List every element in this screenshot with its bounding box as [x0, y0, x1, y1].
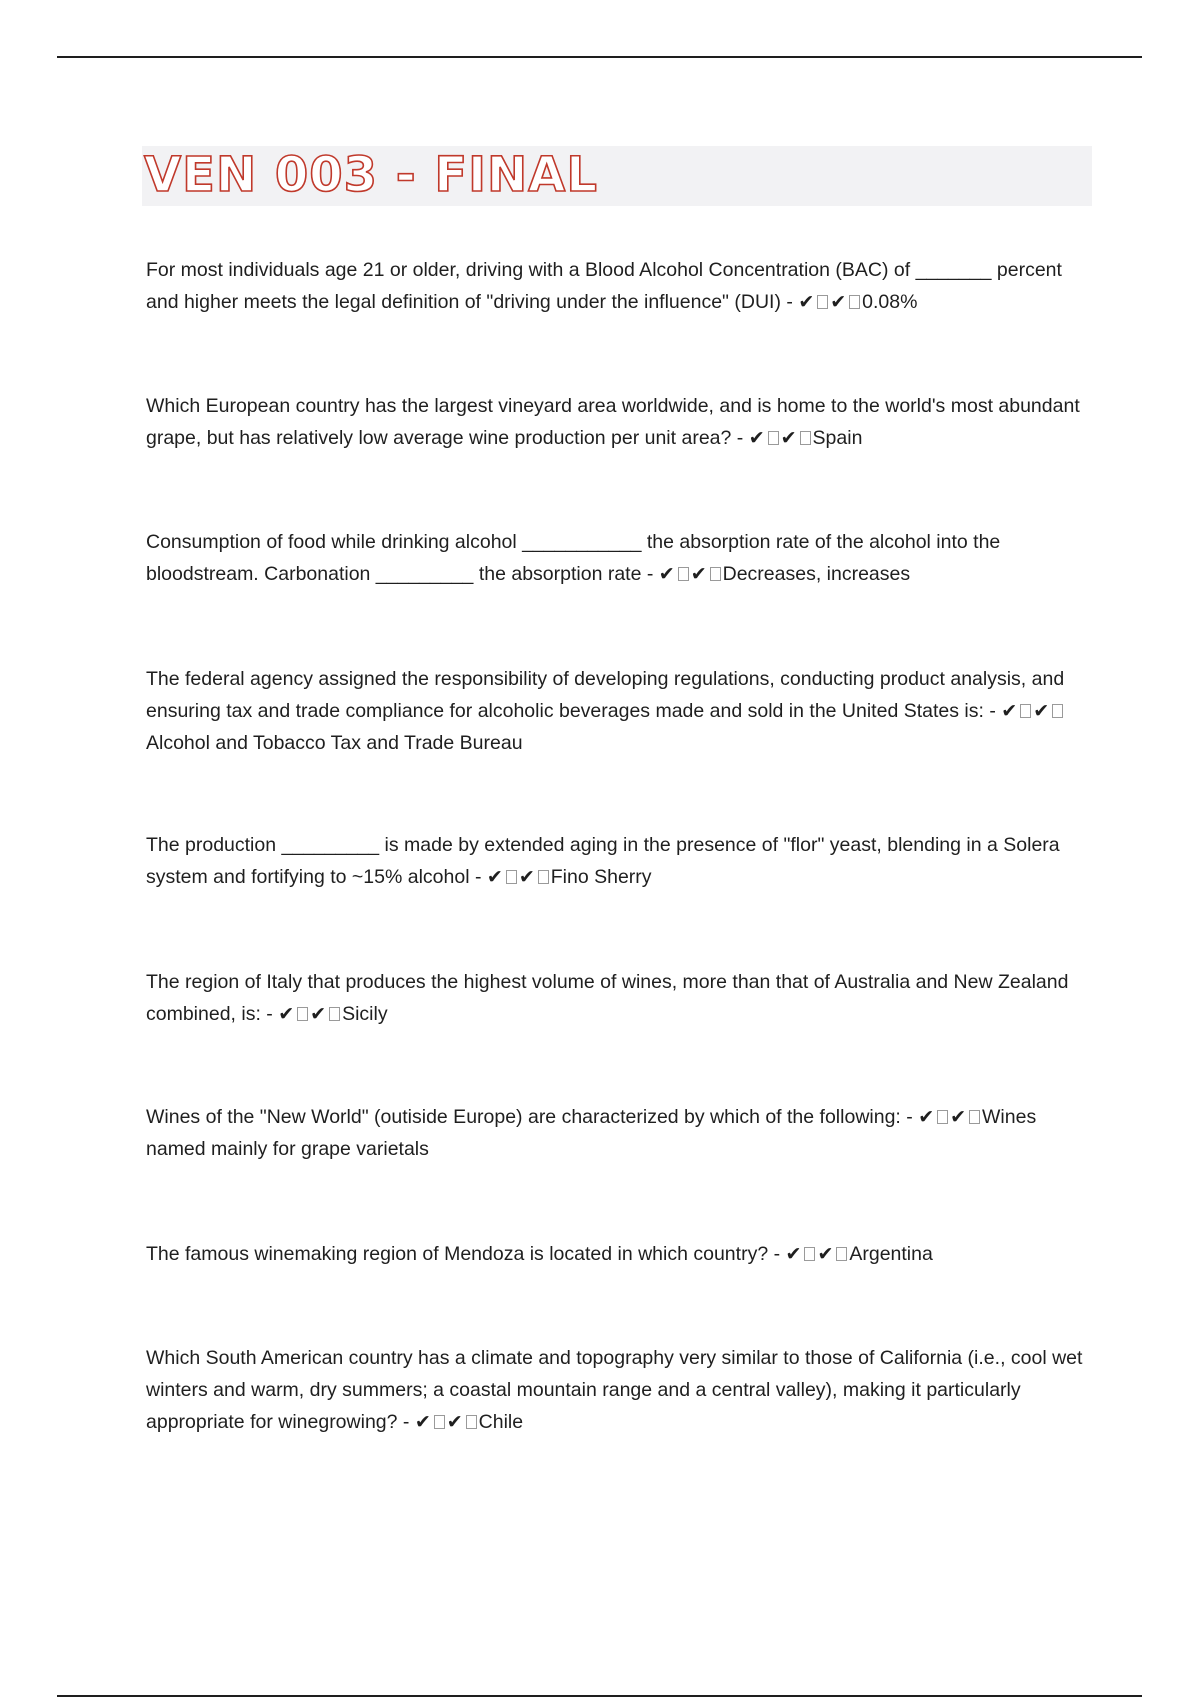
separator: - — [641, 563, 659, 585]
separator: - — [983, 700, 1002, 722]
answer-text: Fino Sherry — [550, 866, 652, 888]
check-icon: ✔ — [278, 1003, 295, 1025]
question-text: The production _________ is made by extended aging in the presence of "flor" yeast, blending in a Solera system and fortifying to ~15% alcohol — [146, 834, 1060, 888]
box-icon — [434, 1415, 445, 1429]
check-icon: ✔ — [518, 866, 535, 888]
check-icon: ✔ — [950, 1106, 967, 1128]
box-icon — [836, 1247, 847, 1261]
answer-text: Argentina — [849, 1243, 933, 1265]
check-icon: ✔ — [748, 427, 765, 449]
check-icon: ✔ — [830, 291, 847, 313]
qa-item-2 — [146, 390, 1096, 454]
box-icon — [800, 431, 811, 445]
separator: - — [731, 427, 749, 449]
box-icon — [804, 1247, 815, 1261]
separator: - — [780, 291, 799, 313]
question-text: Which European country has the largest vineyard area worldwide, and is home to the world's most abundant grape, but has relatively low average wine production per unit area? — [146, 395, 1080, 449]
qa-item-4 — [146, 663, 1096, 759]
qa-item-3 — [146, 526, 1096, 590]
answer-text: Spain — [812, 427, 863, 449]
answer-text: Wines named mainly for grape varietals — [146, 1106, 1037, 1160]
check-icon: ✔ — [785, 1243, 802, 1265]
qa-item-7 — [146, 1101, 1096, 1165]
check-icon: ✔ — [780, 427, 797, 449]
box-icon — [710, 567, 721, 581]
box-icon — [538, 870, 549, 884]
answer-text: Alcohol and Tobacco Tax and Trade Bureau — [146, 732, 523, 754]
box-icon — [678, 567, 689, 581]
qa-item-6 — [146, 966, 1096, 1030]
check-icon: ✔ — [310, 1003, 327, 1025]
separator: - — [397, 1411, 415, 1433]
box-icon — [768, 431, 779, 445]
question-text: For most individuals age 21 or older, driving with a Blood Alcohol Concentration (BAC) of _______ percent and higher meets the legal definition of "driving under the influence" (DUI) — [146, 259, 1062, 313]
box-icon — [937, 1110, 948, 1124]
separator: - — [900, 1106, 919, 1128]
box-icon — [1052, 704, 1063, 718]
qa-item-8 — [146, 1238, 1096, 1270]
question-text: The famous winemaking region of Mendoza is located in which country? — [146, 1243, 769, 1265]
separator: - — [260, 1003, 279, 1025]
answer-text: 0.08% — [862, 291, 918, 313]
document-title: VEN 003 - FINAL — [144, 147, 598, 203]
box-icon — [1020, 704, 1031, 718]
question-text: Consumption of food while drinking alcohol ___________ the absorption rate of the alcohol into the bloodstream. Carbonation _________ the absorption rate — [146, 531, 1001, 585]
bottom-rule — [57, 1695, 1142, 1697]
answer-text: Chile — [478, 1411, 524, 1433]
qa-item-5 — [146, 829, 1096, 893]
box-icon — [506, 870, 517, 884]
check-icon: ✔ — [414, 1411, 431, 1433]
check-icon: ✔ — [658, 563, 675, 585]
box-icon — [817, 295, 828, 309]
check-icon: ✔ — [918, 1106, 935, 1128]
question-text: The region of Italy that produces the highest volume of wines, more than that of Australia and New Zealand combined, is: — [146, 971, 1069, 1025]
qa-item-1 — [146, 254, 1096, 318]
answer-text: Decreases, increases — [722, 563, 911, 585]
separator: - — [469, 866, 487, 888]
check-icon: ✔ — [1001, 700, 1018, 722]
box-icon — [466, 1415, 477, 1429]
box-icon — [969, 1110, 980, 1124]
check-icon: ✔ — [690, 563, 707, 585]
check-icon: ✔ — [817, 1243, 834, 1265]
separator: - — [768, 1243, 786, 1265]
answer-text: Sicily — [342, 1003, 388, 1025]
box-icon — [329, 1007, 340, 1021]
check-icon: ✔ — [446, 1411, 463, 1433]
question-text: Which South American country has a climate and topography very similar to those of California (i.e., cool wet winters and warm, dry summers; a coastal mountain range and a central valley), making it particularly appropriate for winegrowing? — [146, 1347, 1083, 1433]
check-icon: ✔ — [486, 866, 503, 888]
top-rule — [57, 56, 1142, 58]
question-text: Wines of the "New World" (outiside Europe) are characterized by which of the following: — [146, 1106, 901, 1128]
box-icon — [297, 1007, 308, 1021]
check-icon: ✔ — [798, 291, 815, 313]
check-icon: ✔ — [1033, 700, 1050, 722]
box-icon — [849, 295, 860, 309]
qa-item-9 — [146, 1342, 1096, 1438]
question-text: The federal agency assigned the responsibility of developing regulations, conducting product analysis, and ensuring tax and trade compliance for alcoholic beverages made and sold in the United States is: — [146, 668, 1065, 722]
